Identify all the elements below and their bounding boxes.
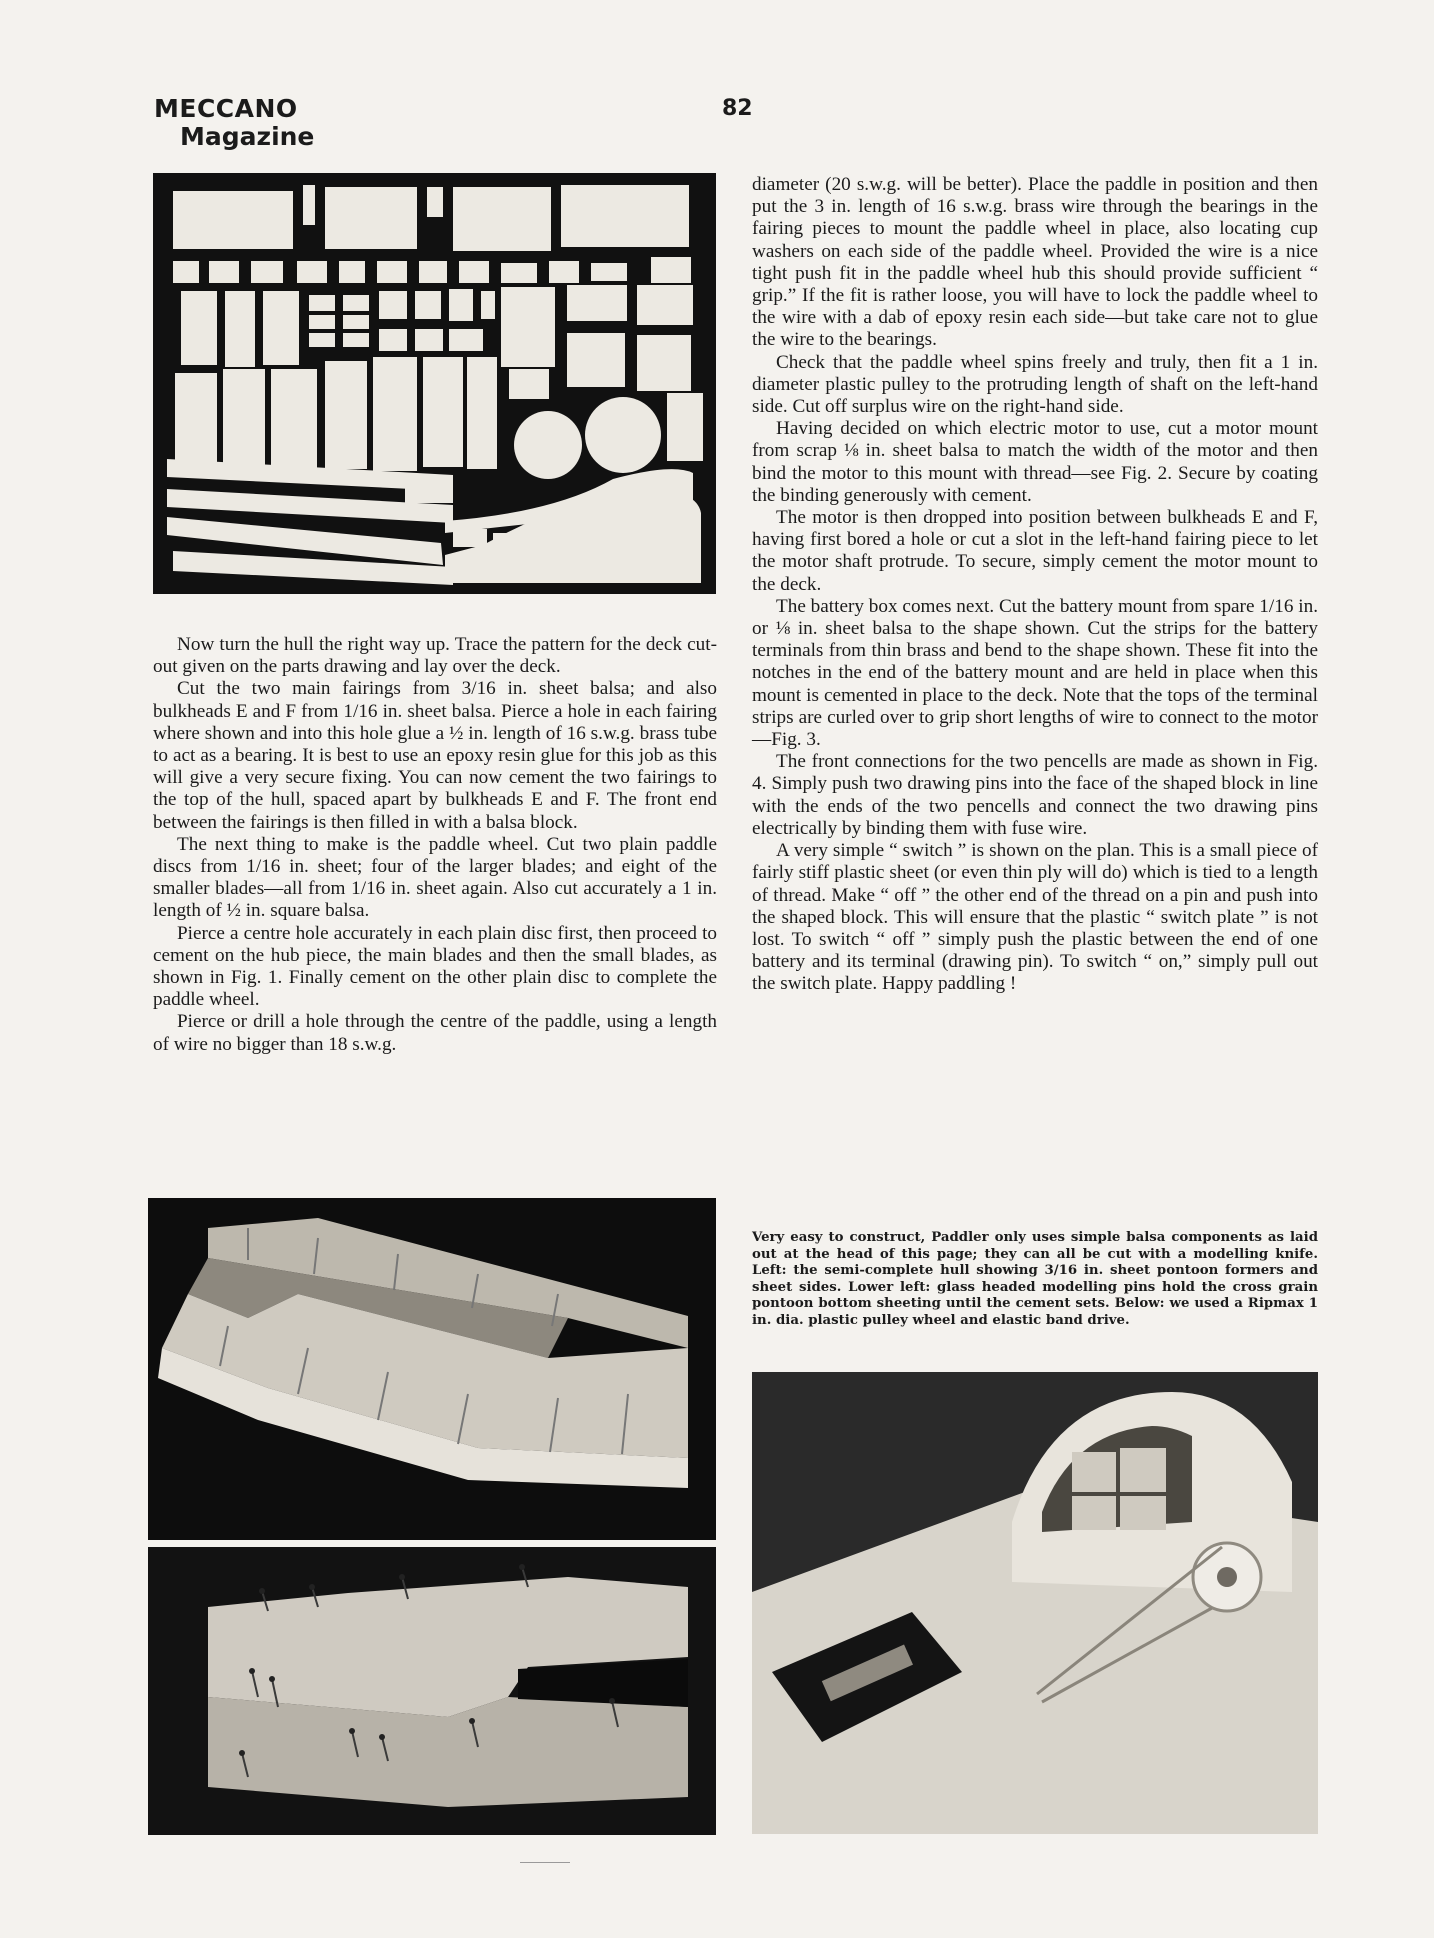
paragraph: Check that the paddle wheel spins freely and truly, then fit a 1 in. diameter plastic pulley to the protruding length of shaft on the left-hand side. Cut off surplus wire on the right-hand side. (752, 351, 1318, 418)
paragraph: Pierce a centre hole accurately in each plain disc first, then proceed to cement on the hub piece, the main blades and then the small blades, as shown in Fig. 1. Finally cement on the other plain disc to complete the paddle wheel. (153, 922, 717, 1011)
paragraph: diameter (20 s.w.g. will be better). Place the paddle in position and then put the 3 in. length of 16 s.w.g. brass wire through the bearings in the fairing pieces to mount the paddle wheel in place, also locating cup washers on each side of the paddle wheel. Provided the wire is a nice tight push fit in the paddle wheel hub this should provide sufficient “ grip.” If the fit is rather loose, you will have to lock the paddle wheel to the wire with a dab of epoxy resin each side—but take care not to glue the wire to the bearings. (752, 174, 1318, 351)
balsa-parts-photo (153, 173, 716, 594)
paragraph: Cut the two main fairings from 3/16 in. sheet balsa; and also bulkheads E and F from 1/16 in. sheet balsa. Pierce a hole in each fairing where shown and into this hole glue a ½ in. length of 16 s.w.g. brass tube to act as a bearing. It is best to use an epoxy resin glue for this job as this will give a very secure fixing. You can now cement the two fairings to the top of the hull, spaced apart by bulkheads E and F. The front end between the fairings is then filled in with a balsa block. (153, 678, 717, 833)
paragraph: Pierce or drill a hole through the centre of the paddle, using a length of wire no bigger than 18 s.w.g. (153, 1011, 717, 1055)
paragraph: The battery box comes next. Cut the battery mount from spare 1/16 in. or ⅛ in. sheet balsa to the shape shown. Cut the strips for the battery terminals from thin brass and bend to the shape shown. These fit into the notches in the end of the battery mount and are held in place when this mount is cemented in place to the deck. Note that the tops of the terminal strips are curled over to grip short lengths of wire to connect to the motor—Fig. 3. (752, 595, 1318, 751)
paragraph: Having decided on which electric motor to use, cut a motor mount from scrap ⅛ in. sheet balsa to match the width of the motor and then bind the motor to this mount with thread—see Fig. 2. Secure by coating the binding generously with cement. (752, 418, 1318, 506)
hull-photo (148, 1198, 716, 1540)
paragraph: The next thing to make is the paddle wheel. Cut two plain paddle discs from 1/16 in. sheet; four of the larger blades; and eight of the smaller blades—all from 1/16 in. sheet again. Also cut accurately a 1 in. length of ½ in. square balsa. (153, 833, 717, 922)
bottom-rule (520, 1862, 570, 1863)
paragraph: Now turn the hull the right way up. Trace the pattern for the deck cut-out given on the parts drawing and lay over the deck. (153, 634, 717, 678)
paragraph: A very simple “ switch ” is shown on the plan. This is a small piece of fairly stiff plastic sheet (or even thin ply will do) which is tied to a length of thread. Make “ off ” the other end of the thread on a pin and push into the shaped block. This will ensure that the plastic “ switch plate ” is not lost. To switch “ off ” simply push the plastic between the end of one battery and its terminal (drawing pin). To switch “ on,” simply pull out the switch plate. Happy paddling ! (752, 840, 1318, 995)
photo-caption: Very easy to construct, Paddler only uses simple balsa components as laid out at the head of this page; they can all be cut with a modelling knife. Left: the semi-complete hull showing 3/16 in. sheet pontoon formers and sheet sides. Lower left: glass headed modelling pins hold the cross grain pontoon bottom sheeting until the cement sets. Below: we used a Ripmax 1 in. dia. plastic pulley wheel and elastic band drive. (752, 1230, 1318, 1328)
page-number: 82 (722, 96, 753, 121)
article-column-right (752, 174, 1318, 996)
masthead-title: MECCANO (154, 94, 298, 123)
article-column-left (153, 634, 717, 1056)
masthead-subtitle: Magazine (180, 122, 315, 151)
paragraph: The front connections for the two pencells are made as shown in Fig. 4. Simply push two drawing pins into the face of the shaped block in line with the ends of the two pencells and connect the two drawing pins electrically by binding them with fuse wire. (752, 751, 1318, 839)
pulley-drive-photo (752, 1372, 1318, 1834)
pinned-pontoon-photo (148, 1547, 716, 1835)
paragraph: The motor is then dropped into position between bulkheads E and F, having first bored a hole or cut a slot in the left-hand fairing piece to let the motor shaft protrude. To secure, simply cement the motor mount to the deck. (752, 507, 1318, 595)
